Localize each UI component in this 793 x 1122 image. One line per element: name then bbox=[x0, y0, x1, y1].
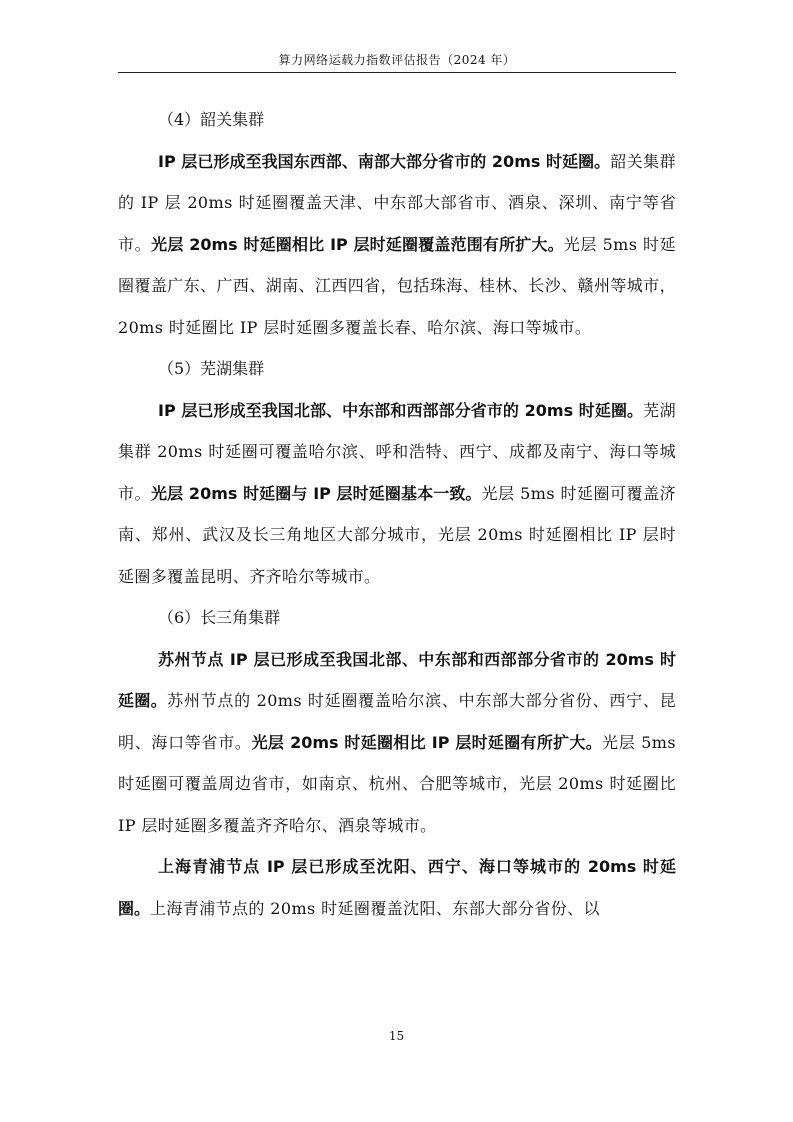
paragraph-text: 光层 5ms 时延圈可覆盖济南、郑州、武汉及长三角地区大部分城市，光层 20ms 时延圈相比 IP 层时延圈多覆盖昆明、齐齐哈尔等城市。 bbox=[118, 483, 676, 586]
bold-finding: 上海青浦节点 IP 层已形成至沈阳、西宁、海口等城市的 20ms 时延圈。 bbox=[118, 857, 676, 918]
section-heading-yangtze-delta: （6）长三角集群 bbox=[158, 608, 281, 627]
bold-finding: 光层 20ms 时延圈相比 IP 层时延圈有所扩大。 bbox=[251, 732, 603, 752]
bold-finding: 苏州节点 IP 层已形成至我国北部、中东部和西部部分省市的 20ms 时延圈。 bbox=[118, 649, 676, 710]
body-paragraph bbox=[118, 846, 676, 929]
paragraph-text: 上海青浦节点的 20ms 时延圈覆盖沈阳、东部大部分省份、以 bbox=[150, 898, 600, 918]
paragraph-text: 光层 5ms 时延圈覆盖广东、广西、湖南、江西四省，包括珠海、桂林、长沙、赣州等城市，20ms 时延圈比 IP 层时延圈多覆盖长春、哈尔滨、海口等城市。 bbox=[118, 234, 676, 337]
body-paragraph bbox=[118, 141, 676, 349]
paragraph-text: 韶关集群的 IP 层 20ms 时延圈覆盖天津、中东部大部省市、酒泉、深圳、南宁等省市。 bbox=[118, 151, 676, 254]
bold-finding: 光层 20ms 时延圈相比 IP 层时延圈覆盖范围有所扩大。 bbox=[151, 234, 564, 254]
body-paragraph bbox=[118, 390, 676, 598]
page-body bbox=[118, 99, 676, 929]
page-number: 15 bbox=[388, 1029, 405, 1043]
paragraph-text: 光层 5ms 时延圈可覆盖周边省市，如南京、杭州、合肥等城市，光层 20ms 时延圈比 IP 层时延圈多覆盖齐齐哈尔、酒泉等城市。 bbox=[118, 732, 676, 835]
section-heading-wuhu: （5）芜湖集群 bbox=[158, 359, 265, 378]
bold-finding: IP 层已形成至我国北部、中东部和西部部分省市的 20ms 时延圈。 bbox=[158, 400, 644, 420]
body-paragraph bbox=[118, 639, 676, 847]
paragraph-text: 芜湖集群 20ms 时延圈可覆盖哈尔滨、呼和浩特、西宁、成都及南宁、海口等城市。 bbox=[118, 400, 676, 503]
section-heading-shaoguan: （4）韶关集群 bbox=[158, 110, 265, 129]
bold-finding: IP 层已形成至我国东西部、南部大部分省市的 20ms 时延圈。 bbox=[158, 151, 611, 171]
paragraph-text: 苏州节点的 20ms 时延圈覆盖哈尔滨、中东部大部分省份、西宁、昆明、海口等省市。 bbox=[118, 691, 676, 752]
header-rule bbox=[118, 72, 676, 73]
running-header: 算力网络运载力指数评估报告（2024 年） bbox=[278, 53, 516, 67]
bold-finding: 光层 20ms 时延圈与 IP 层时延圈基本一致。 bbox=[151, 483, 482, 503]
